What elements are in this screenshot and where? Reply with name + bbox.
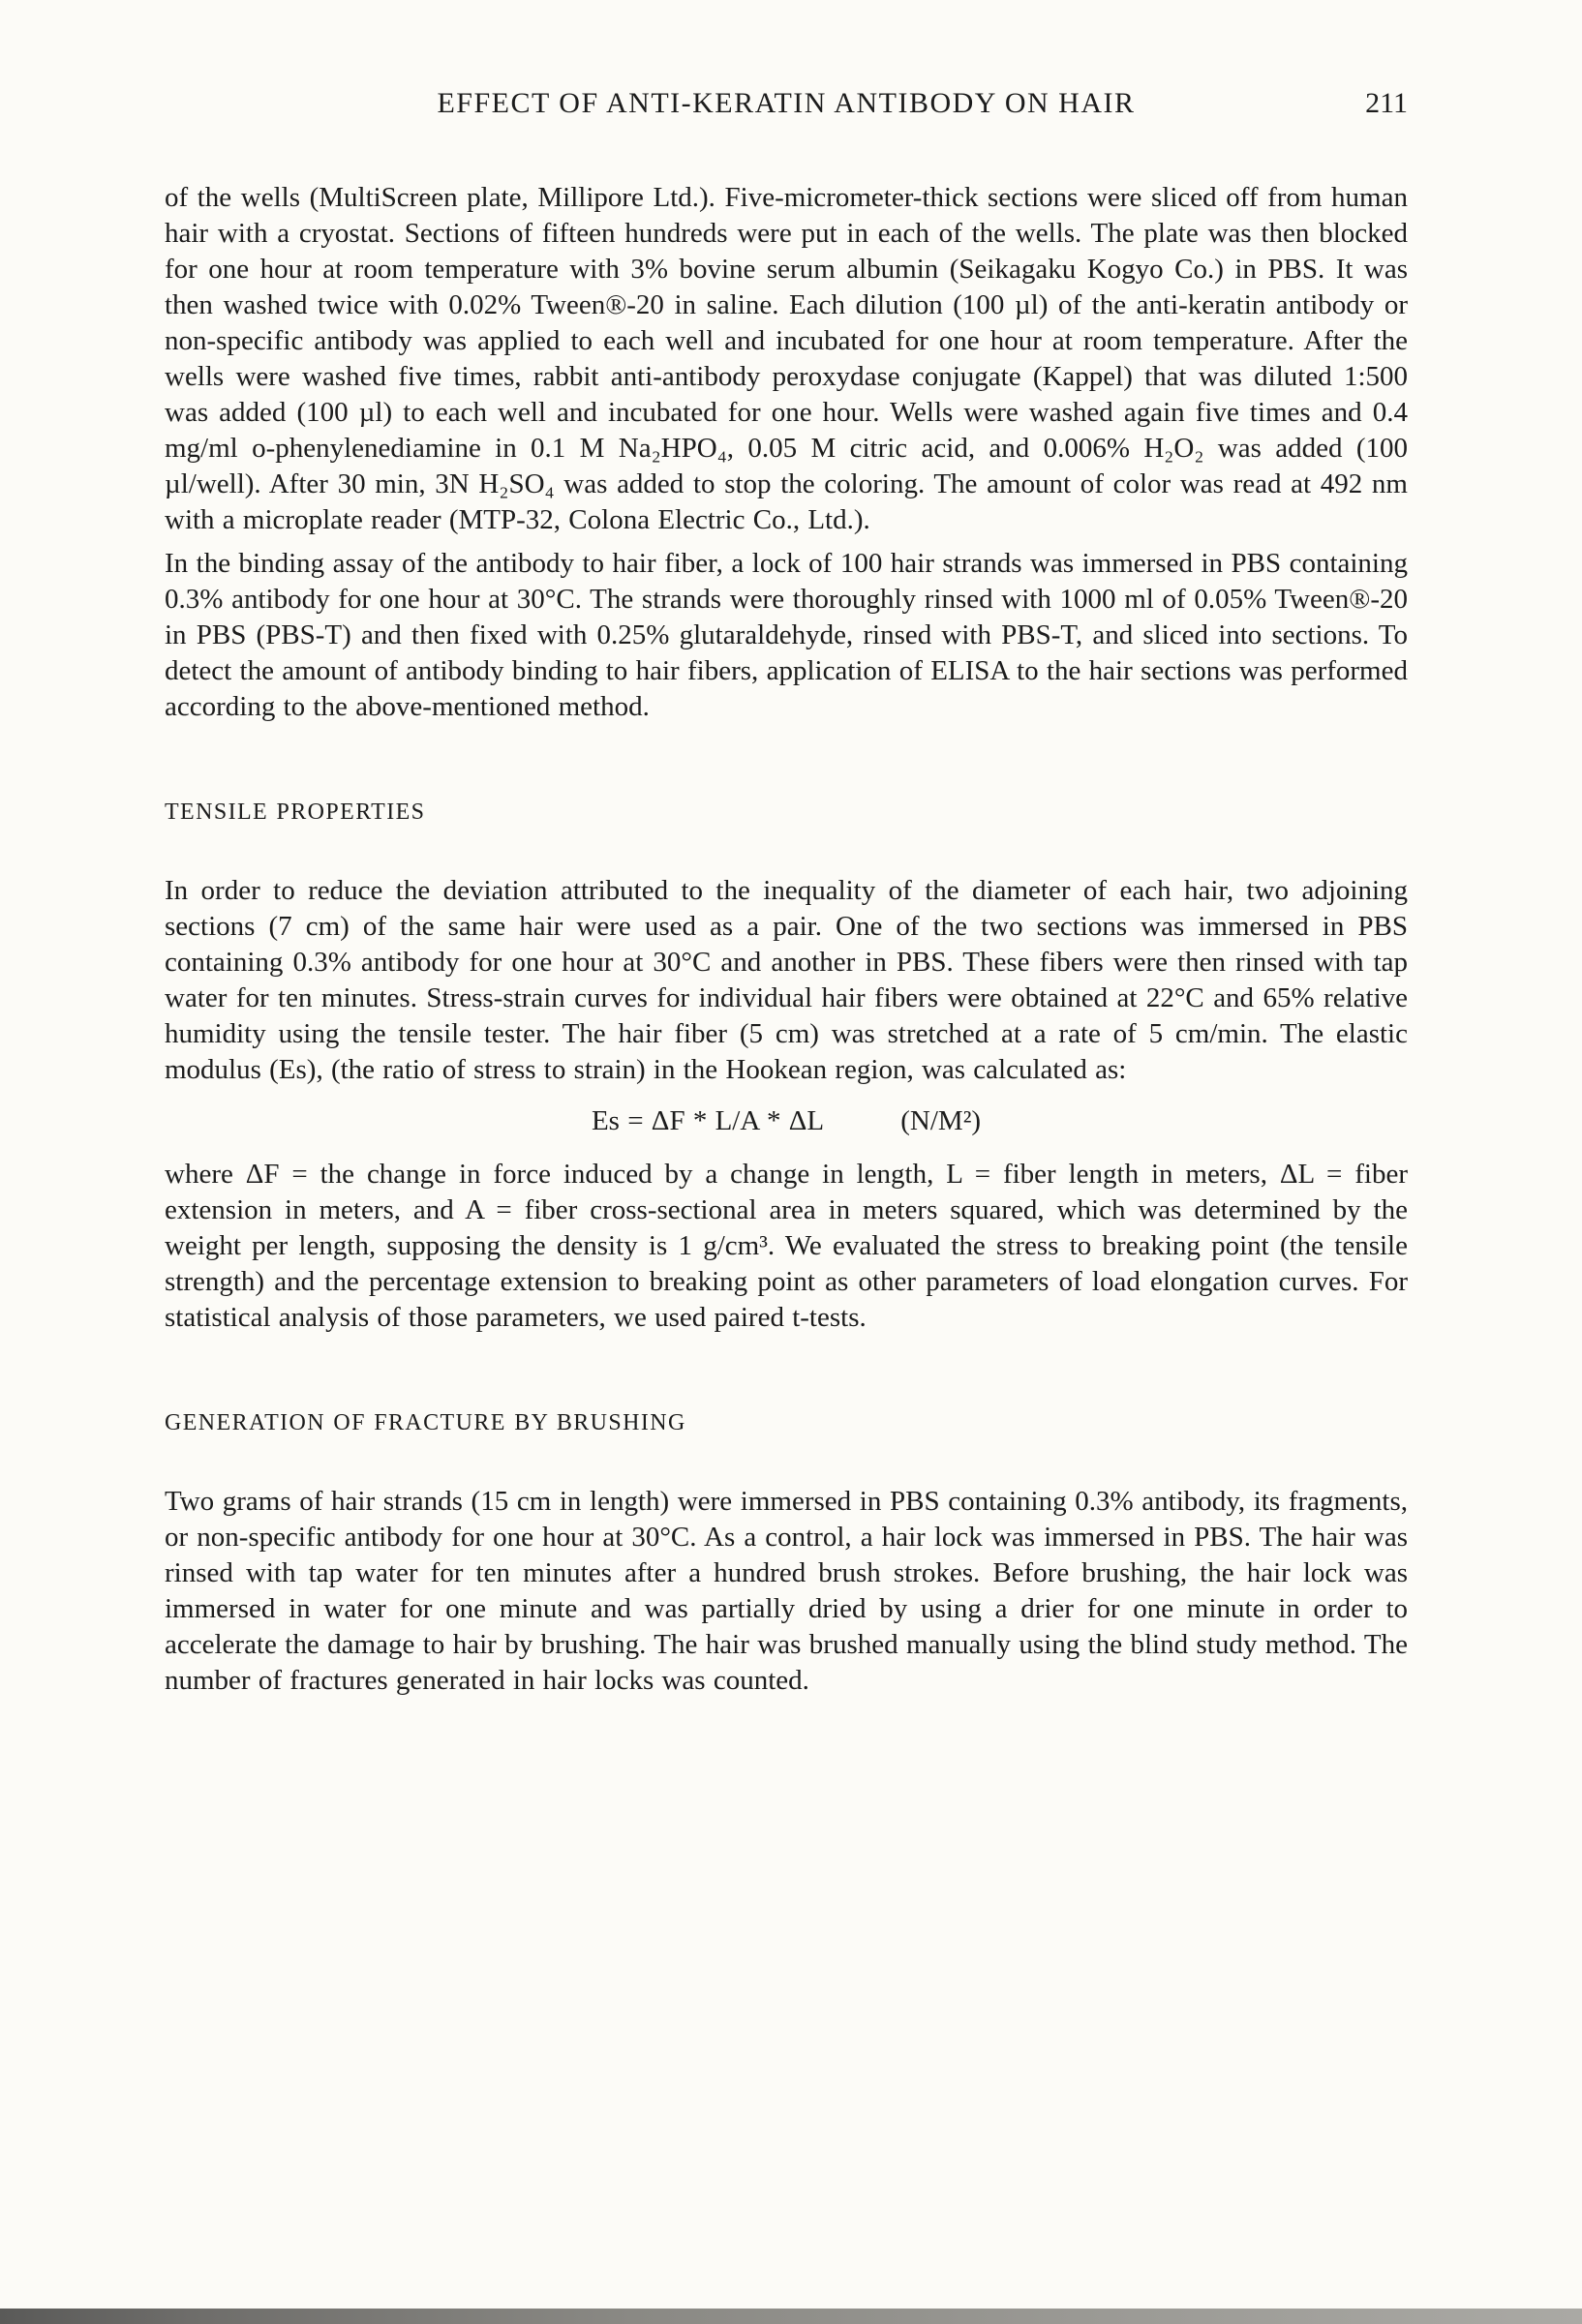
paragraph-fracture-method: Two grams of hair strands (15 cm in length) were immersed in PBS containing 0.3% antibody, its fragments, or non-specific antibody for one hour at 30°C. As a control, a hair lock was immersed in PBS. The hair was rinsed with tap water for ten minutes after a hundred brush strokes. Before brushing, the hair lock was immersed in water for one minute and was partially dried by using a drier for one minute in order to accelerate the damage to hair by brushing. The hair was brushed manually using the blind study method. The number of fractures generated in hair locks was counted. <box>165 1486 1408 1696</box>
paragraph-binding-assay: In the binding assay of the antibody to hair fiber, a lock of 100 hair strands was immersed in PBS containing 0.3% antibody for one hour at 30°C. The strands were thoroughly rinsed with 1000 ml of 0.05% Tween®-20 in PBS (PBS-T) and then fixed with 0.25% glutaraldehyde, rinsed with PBS-T, and sliced into sections. To detect the amount of antibody binding to hair fibers, application of ELISA to the hair sections was performed according to the above-mentioned method. <box>165 548 1408 722</box>
equation-block <box>165 1103 1408 1139</box>
page-header <box>165 87 1408 126</box>
page-number: 211 <box>1365 87 1408 119</box>
paragraph-tensile-definitions: where ΔF = the change in force induced by a change in length, L = fiber length in meters, ΔL = fiber extension in meters, and A = fiber cross-sectional area in meters squared, which was determined by the weight per length, supposing the density is 1 g/cm³. We evaluated the stress to breaking point (the tensile strength) and the percentage extension to breaking point as other parameters of load elongation curves. For statistical analysis of those parameters, we used paired t-tests. <box>165 1159 1408 1333</box>
section-heading-generation-of-fracture: GENERATION OF FRACTURE BY BRUSHING <box>165 1410 686 1435</box>
equation-formula: Es = ΔF * L/A * ΔL <box>591 1105 823 1136</box>
section-heading-tensile-properties: TENSILE PROPERTIES <box>165 800 426 825</box>
page-body <box>165 180 1408 1699</box>
scan-edge-artifact <box>0 2309 1582 2324</box>
equation-units: (N/M²) <box>900 1105 982 1136</box>
paragraph-elisa-continuation: of the wells (MultiScreen plate, Millipore Ltd.). Five-micrometer-thick sections were sliced off from human hair with a cryostat. Sections of fifteen hundreds were put in each of the wells. The plate was then blocked for one hour at room temperature with 3% bovine serum albumin (Seikagaku Kogyo Co.) in PBS. It was then washed twice with 0.02% Tween®-20 in saline. Each dilution (100 µl) of the anti-keratin antibody or non-specific antibody was applied to each well and incubated for one hour at room temperature. After the wells were washed five times, rabbit anti-antibody peroxydase conjugate (Kappel) that was diluted 1:500 was added (100 µl) to each well and incubated for one hour. Wells were washed again five times and 0.4 mg/ml o-phenylenediamine in 0.1 M Na₂HPO₄, 0.05 M citric acid, and 0.006% H₂O₂ was added (100 µl/well). After 30 min, 3N H₂SO₄ was added to stop the coloring. The amount of color was read at 492 nm with a microplate reader (MTP-32, Colona Electric Co., Ltd.). <box>165 182 1408 535</box>
paragraph-tensile-method: In order to reduce the deviation attributed to the inequality of the diameter of each hair, two adjoining sections (7 cm) of the same hair were used as a pair. One of the two sections was immersed in PBS containing 0.3% antibody for one hour at 30°C and another in PBS. These fibers were then rinsed with tap water for ten minutes. Stress-strain curves for individual hair fibers were obtained at 22°C and 65% relative humidity using the tensile tester. The hair fiber (5 cm) was stretched at a rate of 5 cm/min. The elastic modulus (Es), (the ratio of stress to strain) in the Hookean region, was calculated as: <box>165 875 1408 1085</box>
running-title: EFFECT OF ANTI-KERATIN ANTIBODY ON HAIR <box>437 87 1136 119</box>
